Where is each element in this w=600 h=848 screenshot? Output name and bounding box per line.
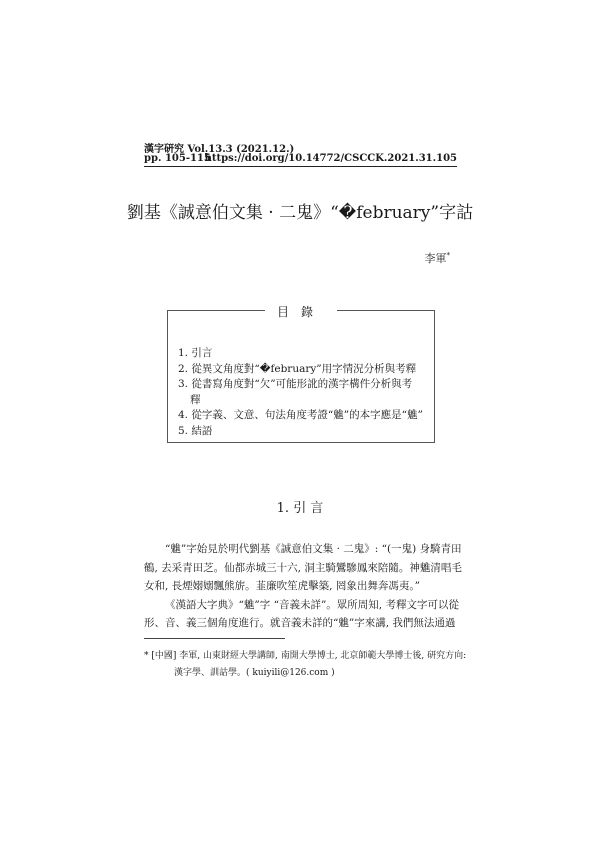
footnote-line: 漢字學、訓詁學。( kuiyili@126.com ) <box>174 668 335 678</box>
doi-link[interactable]: https://doi.org/10.14772/CSCCK.2021.31.105 <box>204 153 457 164</box>
author <box>425 250 451 266</box>
body-text <box>144 540 462 633</box>
author-name: 李軍 <box>424 252 447 265</box>
body-line: 鶴, 去采青田芝。仙都赤城三十六, 洞主騎鸞驂鳳來陪隨。神魋清唱毛 <box>144 561 462 574</box>
footnote-rule <box>144 638 285 639</box>
body-line: 女和, 長煙嫋嫋飄熊旂。韮廉吹笙虎擊築, 罔象出舞奔馮夷。” <box>144 580 420 593</box>
paper-title: 劉基《誠意伯文集 · 二鬼》“�february”字詁 <box>126 203 474 223</box>
toc-heading: 目錄 <box>265 305 337 319</box>
header-rule <box>144 166 457 167</box>
toc-heading-wrap <box>168 301 434 320</box>
toc-item: 5. 結語 <box>178 424 213 437</box>
body-line: 形、音、義三個角度進行。就音義未詳的“魋”字來講, 我們無法通過 <box>144 617 456 630</box>
toc-item-continuation: 釋 <box>190 393 201 406</box>
toc-item: 2. 從異文角度對“�february”用字情況分析與考釋 <box>178 362 417 375</box>
toc-list <box>178 346 430 440</box>
footnote <box>144 648 467 682</box>
author-footnote-mark: * <box>446 251 450 260</box>
page-range: pp. 105-115 <box>144 153 211 164</box>
footnote-line: * [中國] 李軍, 山東財經大學講師, 南開大學博士, 北京師範大學博士後, 研究方向: <box>144 651 467 661</box>
toc-item: 1. 引言 <box>178 347 213 359</box>
toc-item: 3. 從書寫角度對“欠”可能形訛的漢字構件分析與考 <box>178 378 413 391</box>
body-line: “魋”字始見於明代劉基《誠意伯文集 · 二鬼》: “(一鬼) 身騎青田 <box>165 543 462 555</box>
body-line: 《漢語大字典》“魋”字 “音義未詳”。眾所周知, 考釋文字可以從 <box>165 598 459 611</box>
table-of-contents <box>167 305 435 443</box>
header-line <box>144 153 457 164</box>
journal-info: 漢字硏究 Vol.13.3 (2021.12.) <box>144 144 295 155</box>
section-heading: 1. 引 言 <box>276 501 324 516</box>
toc-item: 4. 從字義、文意、句法角度考證“魋”的本字應是“魋” <box>178 409 423 422</box>
